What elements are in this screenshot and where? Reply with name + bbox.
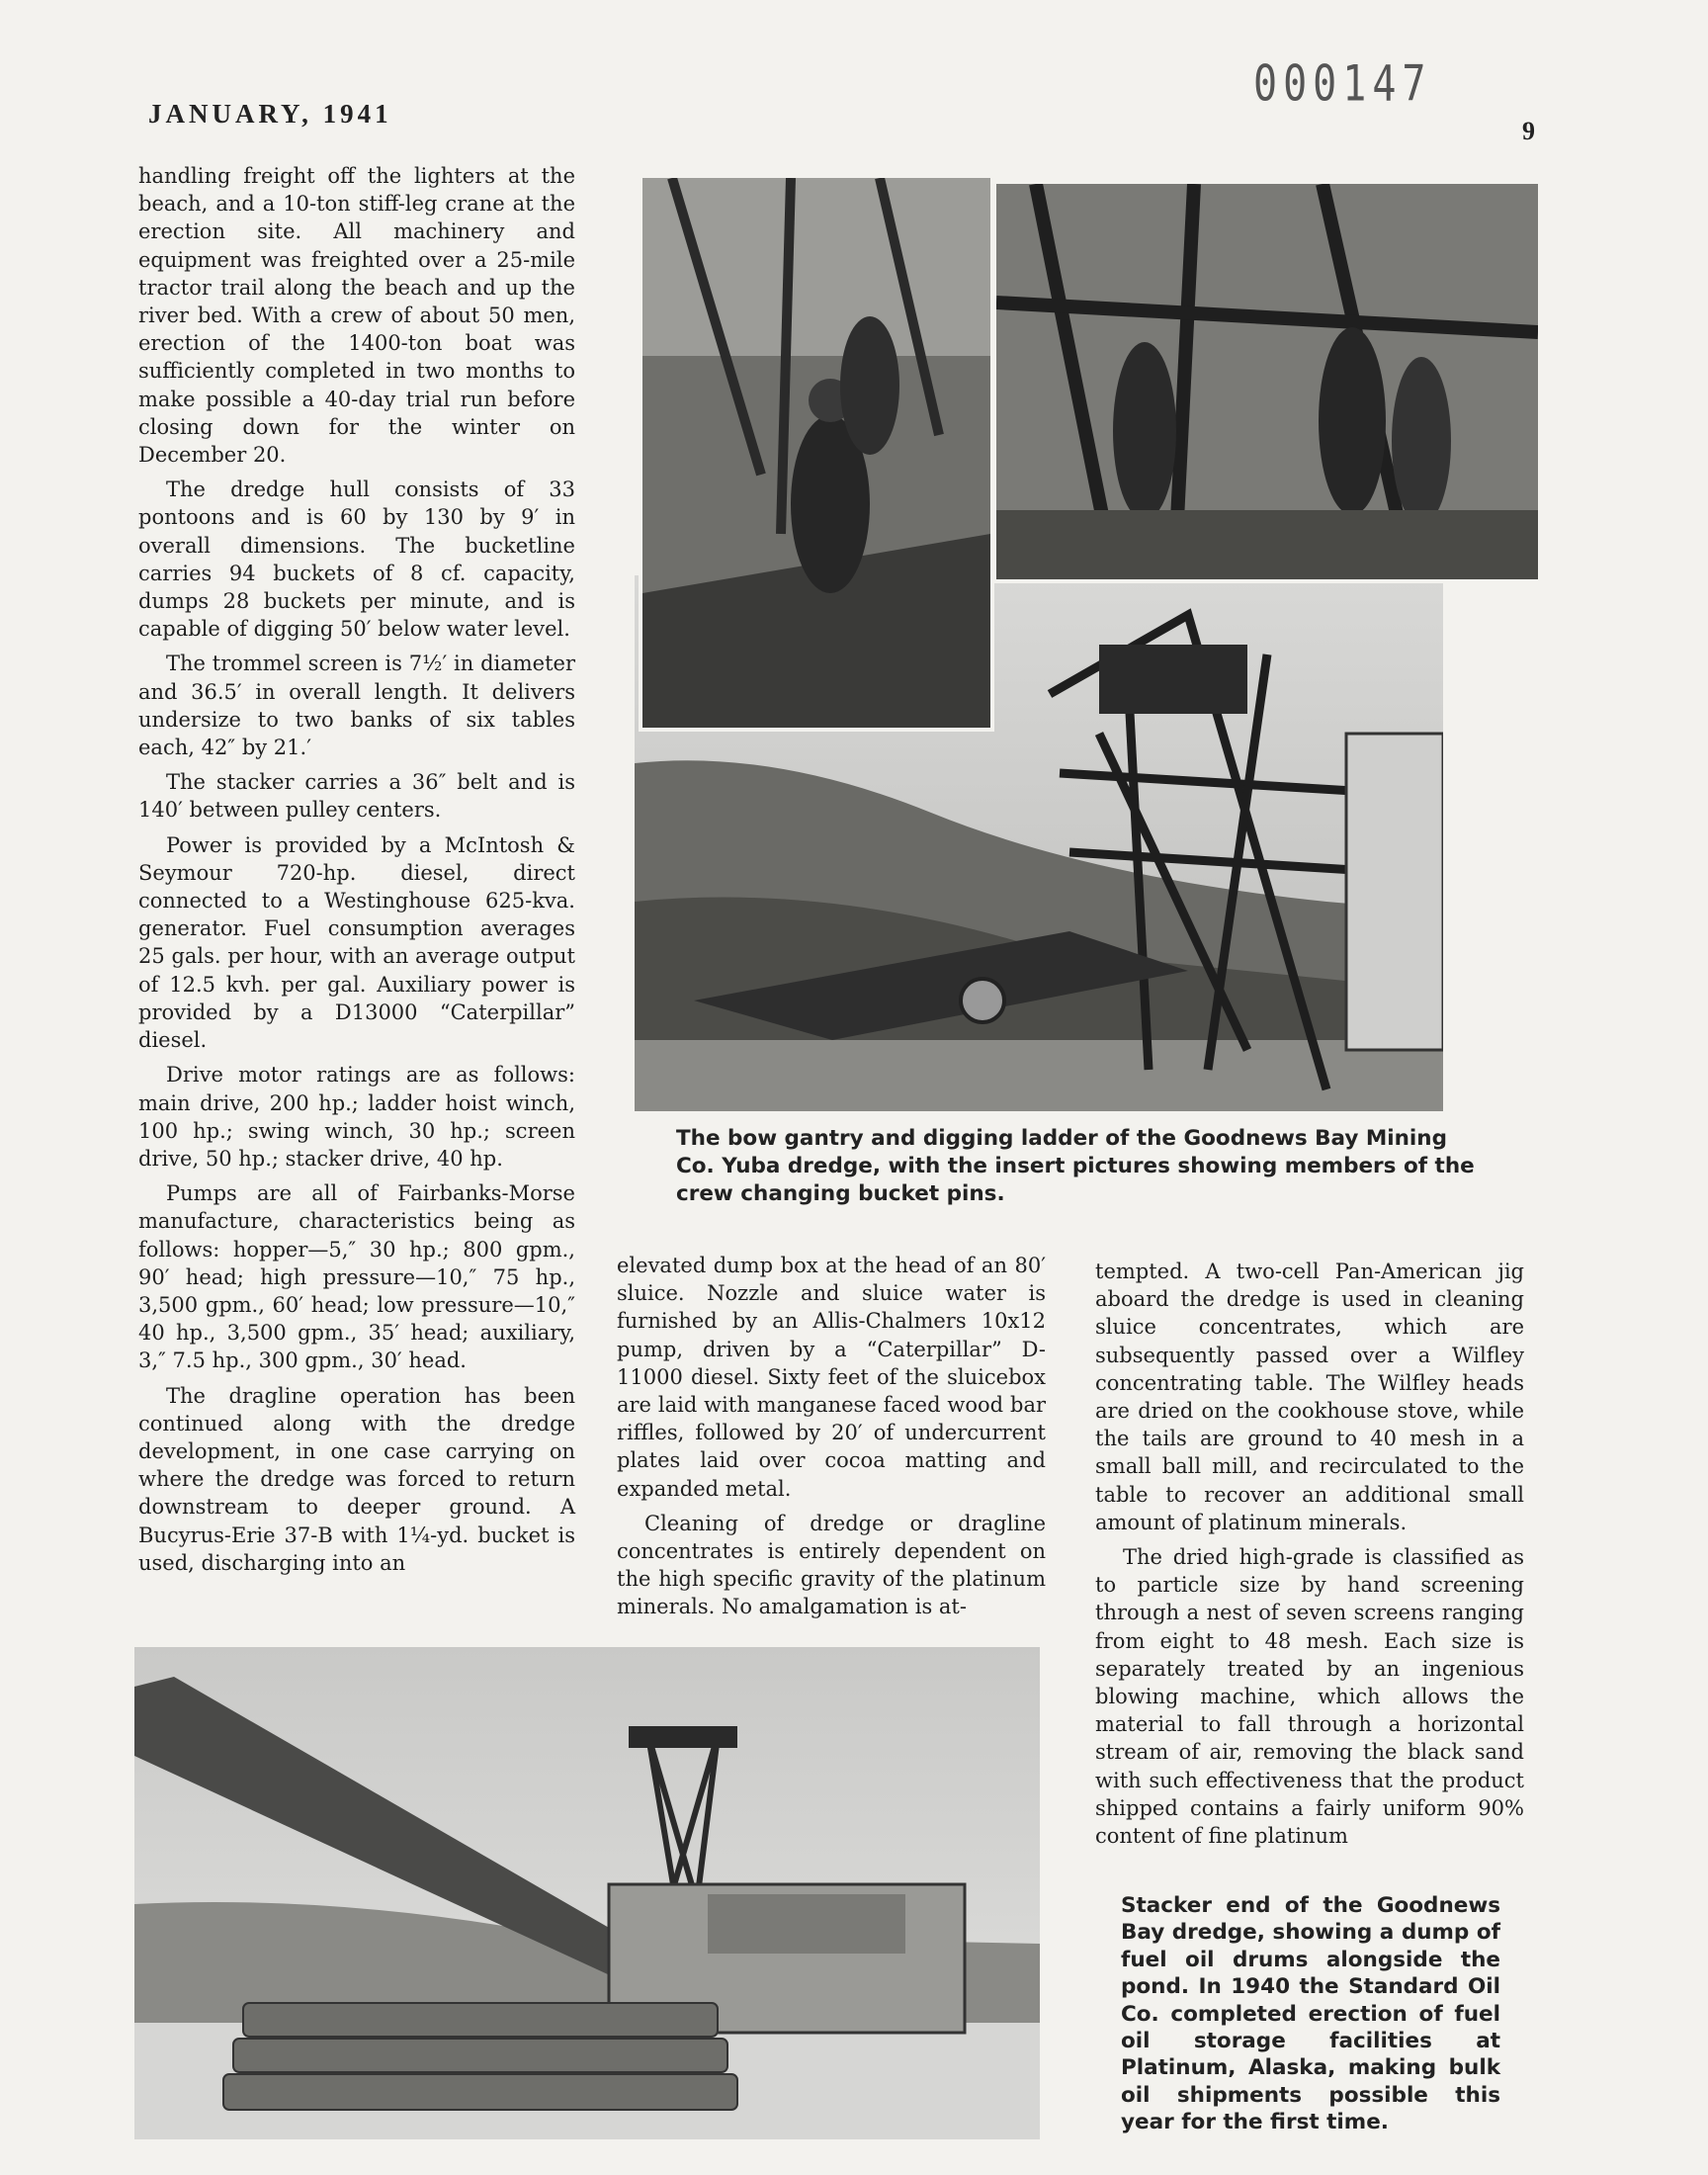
paragraph: elevated dump box at the head of an 80′ sluice. Nozzle and sluice water is furnished by an Allis-Chalmers 10x12 pump, driven by a “Caterpillar” D-11000 diesel. Sixty feet of the sluicebox are laid with manganese faced wood bar riffles, followed by 20′ of undercurrent plates laid over cocoa matting and expanded metal. bbox=[617, 1254, 1046, 1501]
paragraph: Drive motor ratings are as follows: main drive, 200 hp.; ladder hoist winch, 100 hp.; swing winch, 30 hp.; screen drive, 50 hp.; stacker drive, 40 hp. bbox=[138, 1063, 575, 1171]
paragraph: Power is provided by a McIntosh & Seymour 720-hp. diesel, direct connected to a Westinghouse 625-kva. generator. Fuel consumption averages 25 gals. per hour, with an average output of 12.5 kvh. per gal. Auxiliary power is provided by a D13000 “Caterpillar” diesel. bbox=[138, 832, 575, 1053]
page-number: 9 bbox=[1522, 117, 1535, 145]
photo-caption-top: The bow gantry and digging ladder of the Goodnews Bay Mining Co. Yuba dredge, with the insert pictures showing members of the crew changing bucket pins. bbox=[676, 1126, 1475, 1206]
paragraph: Pumps are all of Fairbanks-Morse manufacture, characteristics being as follows: hopper—5,″ 30 hp.; 800 gpm., 90′ head; high pressure—10,″ 75 hp., 3,500 gpm., 60′ head; low pressure—10,″ 40 hp., 3,500 gpm., 35′ head; auxiliary, 3,″ 7.5 hp., 300 gpm., 30′ head. bbox=[138, 1181, 575, 1373]
paragraph: The dragline operation has been continued along with the dredge development, in one case carrying on where the dredge was forced to return downstream to deeper ground. A Bucyrus-Erie 37-B with 1¼-yd. bucket is used, discharging into an bbox=[138, 1383, 575, 1575]
photo-caption-bottom: Stacker end of the Goodnews Bay dredge, showing a dump of fuel oil drums alongside the pond. In 1940 the Standard Oil Co. completed erection of fuel oil storage facilities at Platinum, Alaska, making bulk oil shipments possible this year for the first time. bbox=[1121, 1893, 1500, 2135]
issue-date: JANUARY, 1941 bbox=[148, 99, 392, 129]
article-column-1 bbox=[138, 162, 575, 1584]
article-column-2 bbox=[617, 1252, 1046, 1628]
paragraph: The stacker carries a 36″ belt and is 140′ between pulley centers. bbox=[138, 770, 575, 823]
paragraph: The trommel screen is 7½′ in diameter and 36.5′ in overall length. It delivers undersize to two banks of six tables each, 42″ by 21.′ bbox=[138, 652, 575, 760]
paragraph: The dredge hull consists of 33 pontoons and is 60 by 130 by 9′ in overall dimensions. The bucketline carries 94 buckets of 8 cf. capacity, dumps 28 buckets per minute, and is capable of digging 50′ below water level. bbox=[138, 478, 575, 642]
paragraph: Cleaning of dredge or dragline concentrates is entirely dependent on the high specific gravity of the platinum minerals. No amalgamation is at- bbox=[617, 1511, 1046, 1619]
crew-inset-photo-left bbox=[639, 174, 994, 732]
crew-inset-photo-right bbox=[992, 180, 1542, 583]
article-column-3 bbox=[1095, 1258, 1524, 1857]
paragraph: The dried high-grade is classified as to particle size by hand screening through a nest of seven screens ranging from eight to 48 mesh. Each size is separately treated by an ingenious blowing machine, which allows the material to fall through a horizontal stream of air, removing the black sand with such effectiveness that the product shipped contains a fairly uniform 90% content of fine platinum bbox=[1095, 1545, 1524, 1849]
paragraph: tempted. A two-cell Pan-American jig aboard the dredge is used in cleaning sluice concentrates, which are subsequently passed over a Wilfley concentrating table. The Wilfley heads are dried on the cookhouse stove, while the tails are ground to 40 mesh in a small ball mill, and recirculated to the table to recover an additional small amount of platinum minerals. bbox=[1095, 1260, 1524, 1534]
stacker-fuel-drums-photo bbox=[134, 1647, 1040, 2139]
archive-stamp: 000147 bbox=[1253, 55, 1432, 113]
paragraph: handling freight off the lighters at the beach, and a 10-ton stiff-leg crane at the erection site. All machinery and equipment was freighted over a 25-mile tractor trail along the beach and up the river bed. With a crew of about 50 men, erection of the 1400-ton boat was sufficiently completed in two months to make possible a 40-day trial run before closing down for the winter on December 20. bbox=[138, 164, 575, 468]
